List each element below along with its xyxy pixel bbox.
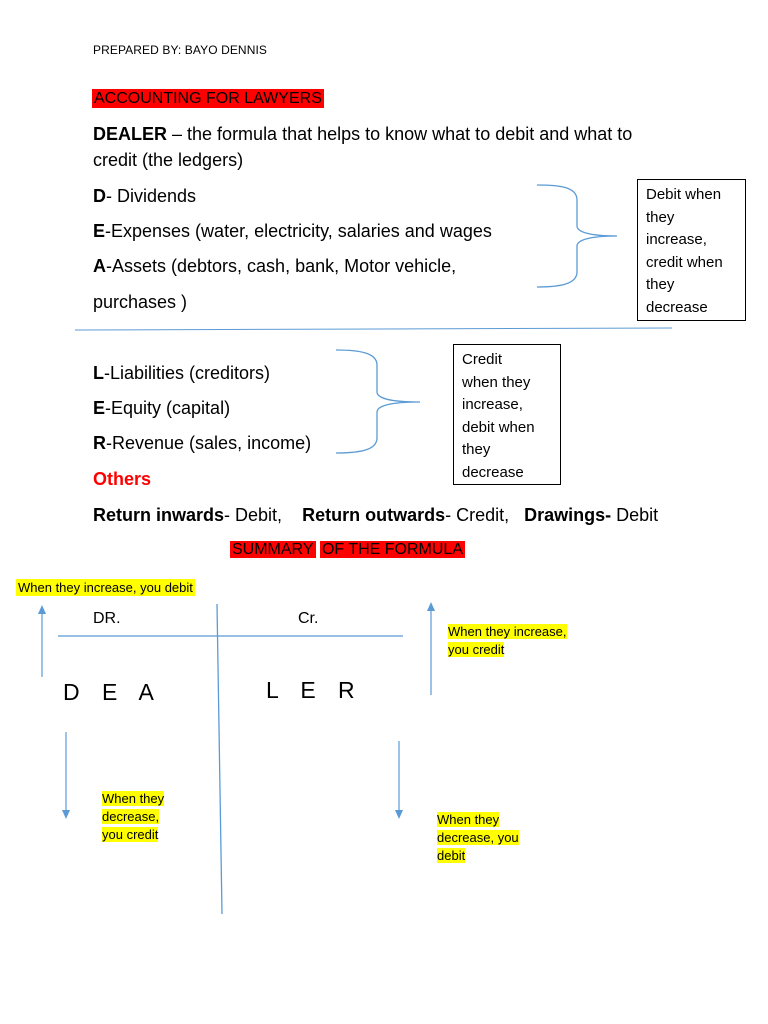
- dealer-definition-line2: credit (the ledgers): [93, 150, 244, 170]
- dealer-definition: – the formula that helps to know what to debit and what to: [167, 124, 633, 144]
- arrow-down-right: [395, 741, 403, 819]
- item-revenue: [93, 431, 311, 455]
- note-line: When they: [102, 791, 165, 806]
- note-increase-credit: [448, 623, 567, 659]
- others-rules: [93, 503, 658, 527]
- brace-dea: [537, 185, 617, 287]
- item-letter: E: [93, 221, 106, 241]
- dealer-definition-line1: [93, 122, 632, 146]
- page-title: ACCOUNTING FOR LAWYERS: [94, 90, 322, 107]
- note-decrease-debit: [437, 811, 519, 865]
- box-line: decrease: [462, 463, 524, 481]
- box-line: decrease: [646, 298, 708, 316]
- item-assets-continued: purchases ): [93, 292, 188, 312]
- note-line: you credit: [448, 642, 505, 657]
- item-equity: [93, 396, 230, 420]
- item-liabilities: [93, 361, 270, 385]
- box-line: when they: [462, 373, 531, 391]
- note-line: decrease,: [102, 809, 160, 824]
- brace-ler: [336, 350, 420, 453]
- t-account-ler-letters: L E R: [266, 677, 363, 703]
- t-account-dr-label: DR.: [93, 610, 121, 627]
- item-assets: [93, 254, 456, 278]
- box-line: they: [646, 208, 675, 226]
- item-text: -Liabilities (creditors): [104, 363, 271, 383]
- prepared-by: PREPARED BY: BAYO DENNIS: [93, 43, 268, 57]
- separator-line: [75, 328, 672, 330]
- item-text: -Revenue (sales, income): [106, 433, 312, 453]
- box-line: credit when: [646, 253, 723, 271]
- box-line: debit when: [462, 418, 535, 436]
- arrow-up-right: [427, 602, 435, 695]
- note-decrease-credit: [102, 790, 164, 844]
- arrow-up-left: [38, 605, 46, 677]
- note-line: When they increase,: [448, 624, 567, 639]
- box-line: Debit when: [646, 186, 722, 203]
- return-inwards-value: - Debit,: [224, 505, 283, 525]
- item-text: -Assets (debtors, cash, bank, Motor vehicle,: [106, 256, 457, 276]
- summary-part1: SUMMARY: [232, 541, 314, 558]
- item-letter: A: [93, 256, 106, 276]
- item-letter: D: [93, 186, 106, 206]
- note-line: debit: [437, 848, 466, 863]
- note-box-dea: [637, 179, 746, 321]
- box-line: Credit: [462, 351, 503, 368]
- summary-heading: [230, 540, 465, 559]
- item-dividends: [93, 184, 196, 208]
- return-outwards-label: Return outwards: [302, 505, 446, 525]
- summary-part2: OF THE FORMULA: [321, 541, 463, 558]
- box-line: increase,: [462, 396, 523, 413]
- item-letter: L: [93, 363, 104, 383]
- item-letter: R: [93, 433, 106, 453]
- box-line: increase,: [646, 231, 707, 248]
- return-inwards-label: Return inwards: [93, 505, 225, 525]
- drawings-value: Debit: [611, 505, 659, 525]
- t-account-cr-label: Cr.: [298, 610, 319, 627]
- item-letter: E: [93, 398, 106, 418]
- item-expenses: [93, 219, 492, 243]
- drawings-label: Drawings-: [524, 505, 612, 525]
- box-line: they: [462, 441, 491, 458]
- others-heading: Others: [93, 469, 152, 489]
- item-text: -Expenses (water, electricity, salaries and wages: [105, 221, 492, 241]
- item-text: - Dividends: [106, 186, 197, 206]
- note-line: When they: [437, 812, 500, 827]
- item-text: -Equity (capital): [105, 398, 231, 418]
- t-account-dea-letters: D E A: [63, 679, 162, 705]
- box-line: they: [646, 276, 675, 293]
- note-line: you credit: [102, 827, 159, 842]
- return-outwards-value: - Credit,: [445, 505, 510, 525]
- dealer-term: DEALER: [93, 124, 168, 144]
- note-line: decrease, you: [437, 830, 519, 845]
- note-increase-debit: When they increase, you debit: [18, 580, 193, 595]
- note-box-ler: [453, 344, 561, 485]
- arrow-down-left: [62, 732, 70, 819]
- t-account-vertical: [217, 604, 222, 914]
